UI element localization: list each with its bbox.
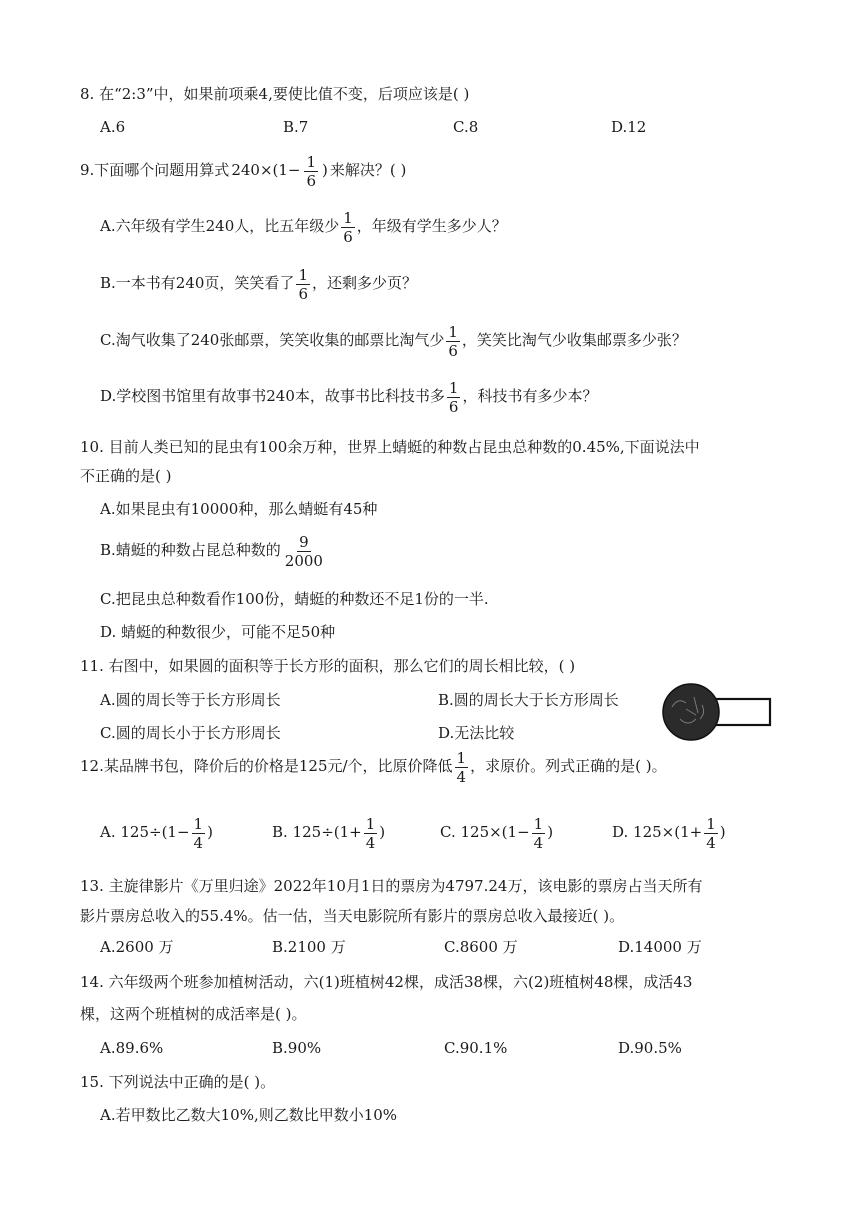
q14-stem-line2: 棵，这两个班植树的成活率是( )。 — [80, 1005, 307, 1023]
fraction: $\frac{1}{4}$ — [193, 814, 204, 852]
circle-rectangle-figure — [662, 683, 772, 741]
fraction: $\frac{1}{6}$ — [343, 208, 353, 246]
q8-option-b: B.7 — [283, 118, 309, 136]
q10-option-d: D. 蜻蜓的种数很少，可能不足50种 — [100, 623, 336, 641]
q11-option-d: D.无法比较 — [438, 724, 515, 742]
q13-option-d: D.14000 万 — [618, 938, 702, 956]
q9-expr-fraction: $\frac{1}{6}$ — [306, 152, 317, 190]
q13-option-c: C.8600 万 — [444, 938, 518, 956]
fraction: $\frac{9}{2000}$ — [284, 532, 323, 570]
q14-stem-line1: 14. 六年级两个班参加植树活动，六(1)班植树42棵，成活38棵，六(2)班植树48棵，成活43 — [80, 973, 693, 991]
q12-option-b: B. 125÷(1+ $\frac{1}{4}$ ) — [272, 814, 386, 852]
q15-option-a: A.若甲数比乙数大10%,则乙数比甲数小10% — [100, 1106, 398, 1124]
fraction: $\frac{1}{4}$ — [365, 814, 376, 852]
q10-option-b: B.蜻蜓的种数占昆总种数的 $\frac{9}{2000}$ — [100, 532, 323, 570]
q12-option-a: A. 125÷(1− $\frac{1}{4}$ ) — [100, 814, 213, 852]
q9-option-b: B.一本书有240页，笑笑看了 $\frac{1}{6}$ ，还剩多少页？ — [100, 265, 417, 303]
q9-stem-text: 9.下面哪个问题用算式 — [80, 161, 230, 179]
q15-stem: 15. 下列说法中正确的是( )。 — [80, 1073, 276, 1091]
q14-option-a: A.89.6% — [100, 1039, 164, 1057]
fraction: $\frac{1}{4}$ — [456, 748, 467, 786]
q8-stem: 8. 在“2:3”中，如果前项乘4,要使比值不变，后项应该是( ) — [80, 85, 470, 103]
q13-stem-line2: 影片票房总收入的55.4%。估一估，当天电影院所有影片的票房总收入最接近( )。 — [80, 907, 625, 925]
q14-option-c: C.90.1% — [444, 1039, 508, 1057]
q10-stem-line1: 10. 目前人类已知的昆虫有100余万种，世界上蜻蜓的种数占昆虫总种数的0.45%,下面说法中 — [80, 438, 700, 456]
q9-option-c: C.淘气收集了240张邮票，笑笑收集的邮票比淘气少 $\frac{1}{6}$ ，笑笑比淘气少收集邮票多少张？ — [100, 322, 687, 360]
fraction: $\frac{1}{6}$ — [448, 322, 458, 360]
q8-option-c: C.8 — [453, 118, 479, 136]
q9-expr-start: 240×(1− — [231, 161, 301, 179]
q11-option-a: A.圆的周长等于长方形周长 — [100, 691, 281, 709]
q9-stem — [80, 150, 406, 190]
q10-stem-line2: 不正确的是( ) — [80, 467, 172, 485]
q9-option-d: D.学校图书馆里有故事书240本，故事书比科技书多 $\frac{1}{6}$ ，科技书有多少本？ — [100, 378, 598, 416]
q13-option-a: A.2600 万 — [100, 938, 174, 956]
q11-option-c: C.圆的周长小于长方形周长 — [100, 724, 281, 742]
q13-option-b: B.2100 万 — [272, 938, 346, 956]
q9-expr-end: ) — [322, 161, 328, 179]
q8-option-d: D.12 — [611, 118, 647, 136]
q14-option-b: B.90% — [272, 1039, 322, 1057]
q10-option-c: C.把昆虫总种数看作100份，蜻蜓的种数还不足1份的一半. — [100, 590, 489, 608]
q8-option-a: A.6 — [100, 118, 126, 136]
q13-stem-line1: 13. 主旋律影片《万里归途》2022年10月1日的票房为4797.24万，该电影的票房占当天所有 — [80, 877, 703, 895]
q12-stem: 12.某品牌书包，降价后的价格是125元/个，比原价降低 $\frac{1}{4}$ ，求原价。列式正确的是( )。 — [80, 748, 667, 786]
q14-option-d: D.90.5% — [618, 1039, 682, 1057]
q9-option-a: A.六年级有学生240人，比五年级少 $\frac{1}{6}$ ，年级有学生多少人？ — [100, 208, 507, 246]
fraction: $\frac{1}{4}$ — [706, 814, 716, 852]
q12-option-d: D. 125×(1+ $\frac{1}{4}$ ) — [612, 814, 726, 852]
q11-option-b: B.圆的周长大于长方形周长 — [438, 691, 619, 709]
q9-stem-tail: 来解决？( ) — [329, 161, 407, 179]
fraction: $\frac{1}{6}$ — [298, 265, 308, 303]
fraction: $\frac{1}{4}$ — [533, 814, 544, 852]
q10-option-a: A.如果昆虫有10000种，那么蜻蜓有45种 — [100, 500, 378, 518]
q12-option-c: C. 125×(1− $\frac{1}{4}$ ) — [440, 814, 554, 852]
fraction: $\frac{1}{6}$ — [448, 378, 459, 416]
q11-stem: 11. 右图中，如果圆的面积等于长方形的面积，那么它们的周长相比较，( ) — [80, 657, 576, 675]
